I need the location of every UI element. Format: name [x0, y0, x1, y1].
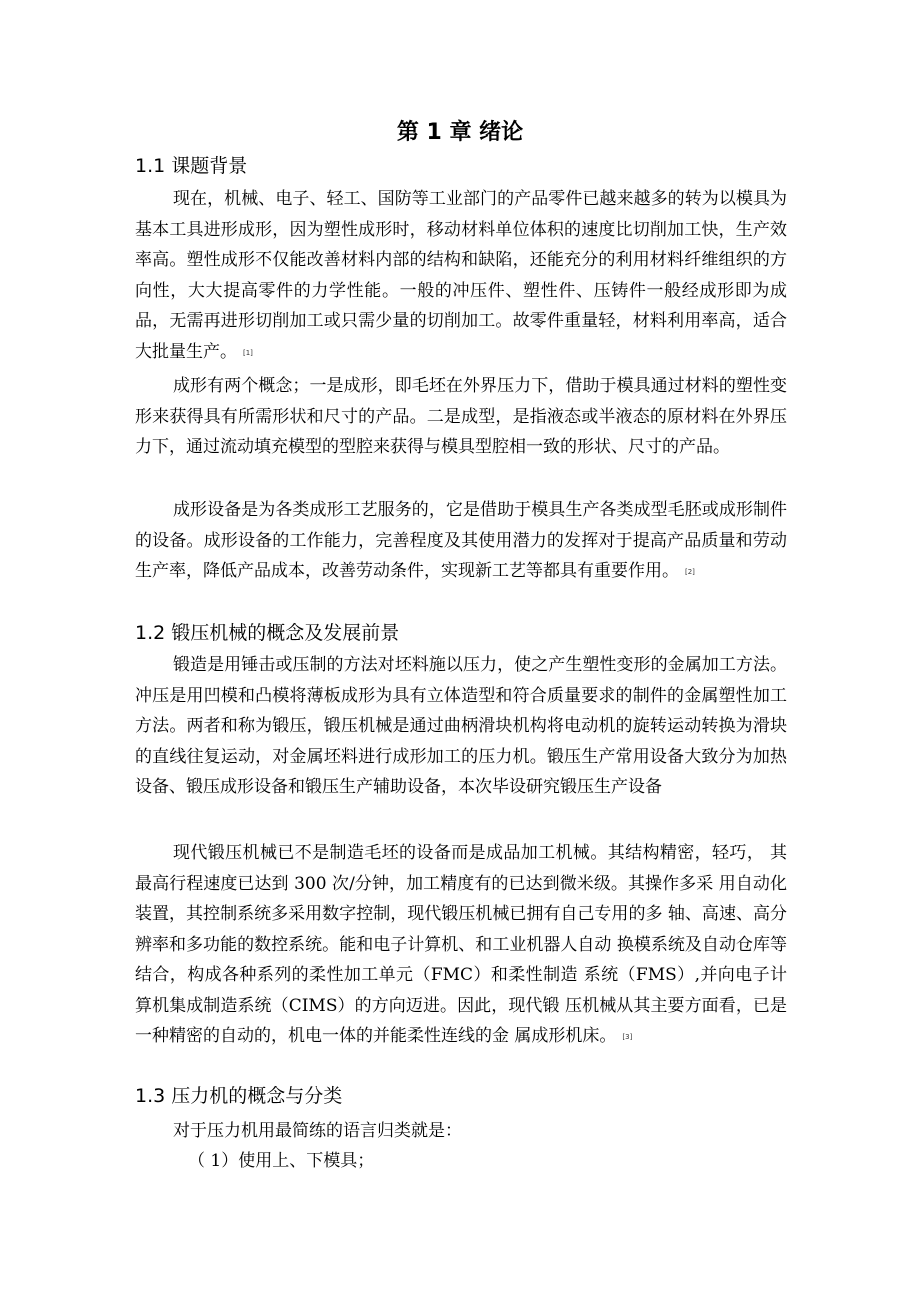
paragraph-background-1 [135, 184, 787, 368]
citation-marker: [3] [622, 1033, 633, 1041]
list-item: （ 1）使用上、下模具； [188, 1151, 375, 1171]
paragraph-text: 锻造是用锤击或压制的方法对坯料施以压力，使之产生塑性变形的金属加工方法。冲压是用凹模和凸模将薄板成形为具有立体造型和符合质量要求的制件的金属塑性加工方法。两者和称为锻压，锻压机械是通过曲柄滑块机构将电动机的旋转运动转换为滑块的直线往复运动，对金属坯料进行成形加工的压力机。锻压生产常用设备大致分为加热设备、锻压成形设备和锻压生产辅助设备，本次毕设研究锻压生产设备 [135, 655, 787, 797]
paragraph-forging-2 [135, 838, 787, 1053]
paragraph-text: 成形有两个概念；一是成形，即毛坯在外界压力下，借助于模具通过材料的塑性变形来获得具有所需形状和尺寸的产品。二是成型，是指液态或半液态的原材料在外界压力下，通过流动填充模型的型腔来获得与模具型腔相一致的形状、尺寸的产品。 [135, 376, 787, 457]
paragraph-text: 现代锻压机械已不是制造毛坯的设备而是成品加工机械。其结构精密，轻巧， 其最高行程速度已达到 300 次/分钟，加工精度有的已达到微米级。其操作多采 用自动化装置，其控制系统多采用数字控制，现代锻压机械已拥有自己专用的多 轴、高速、高分辨率和多功能的数控系统。能和电子计算机、和工业机器人自动 换模系统及自动仓库等结合，构成各种系列的柔性加工单元（FMC）和柔性制造 系统（FMS）,并向电子计算机集成制造系统（CIMS）的方向迈进。因此，现代锻 压机械从其主要方面看，已是一种精密的自动的，机电一体的并能柔性连线的金 属成形机床。 [135, 843, 787, 1046]
paragraph-text: 成形设备是为各类成形工艺服务的，它是借助于模具生产各类成型毛胚或成形制件的设备。成形设备的工作能力，完善程度及其使用潜力的发挥对于提高产品质量和劳动生产率，降低产品成本，改善劳动条件，实现新工艺等都具有重要作用。 [135, 500, 787, 581]
section-heading-1-2: 1.2 锻压机械的概念及发展前景 [135, 622, 400, 644]
paragraph-background-3 [135, 495, 787, 588]
paragraph-background-2 [135, 371, 787, 463]
chapter-title: 第 1 章 绪论 [396, 120, 524, 145]
paragraph-text: 对于压力机用最简练的语言归类就是： [173, 1121, 462, 1141]
paragraph-text: 现在，机械、电子、轻工、国防等工业部门的产品零件已越来越多的转为以模具为基本工具进形成形，因为塑性成形时，移动材料单位体积的速度比切削加工快，生产效率高。塑性成形不仅能改善材料内部的结构和缺陷，还能充分的利用材料纤维组织的方向性，大大提高零件的力学性能。一般的冲压件、塑性件、压铸件一般经成形即为成品，无需再进形切削加工或只需少量的切削加工。故零件重量轻，材料利用率高，适合大批量生产。 [135, 189, 787, 362]
section-heading-1-1: 1.1 课题背景 [135, 155, 248, 177]
citation-marker: [1] [243, 348, 253, 357]
section-heading-1-3: 1.3 压力机的概念与分类 [135, 1085, 343, 1107]
paragraph-press-1 [135, 1116, 787, 1147]
paragraph-forging-1 [135, 650, 787, 803]
citation-marker: [2] [685, 568, 695, 576]
